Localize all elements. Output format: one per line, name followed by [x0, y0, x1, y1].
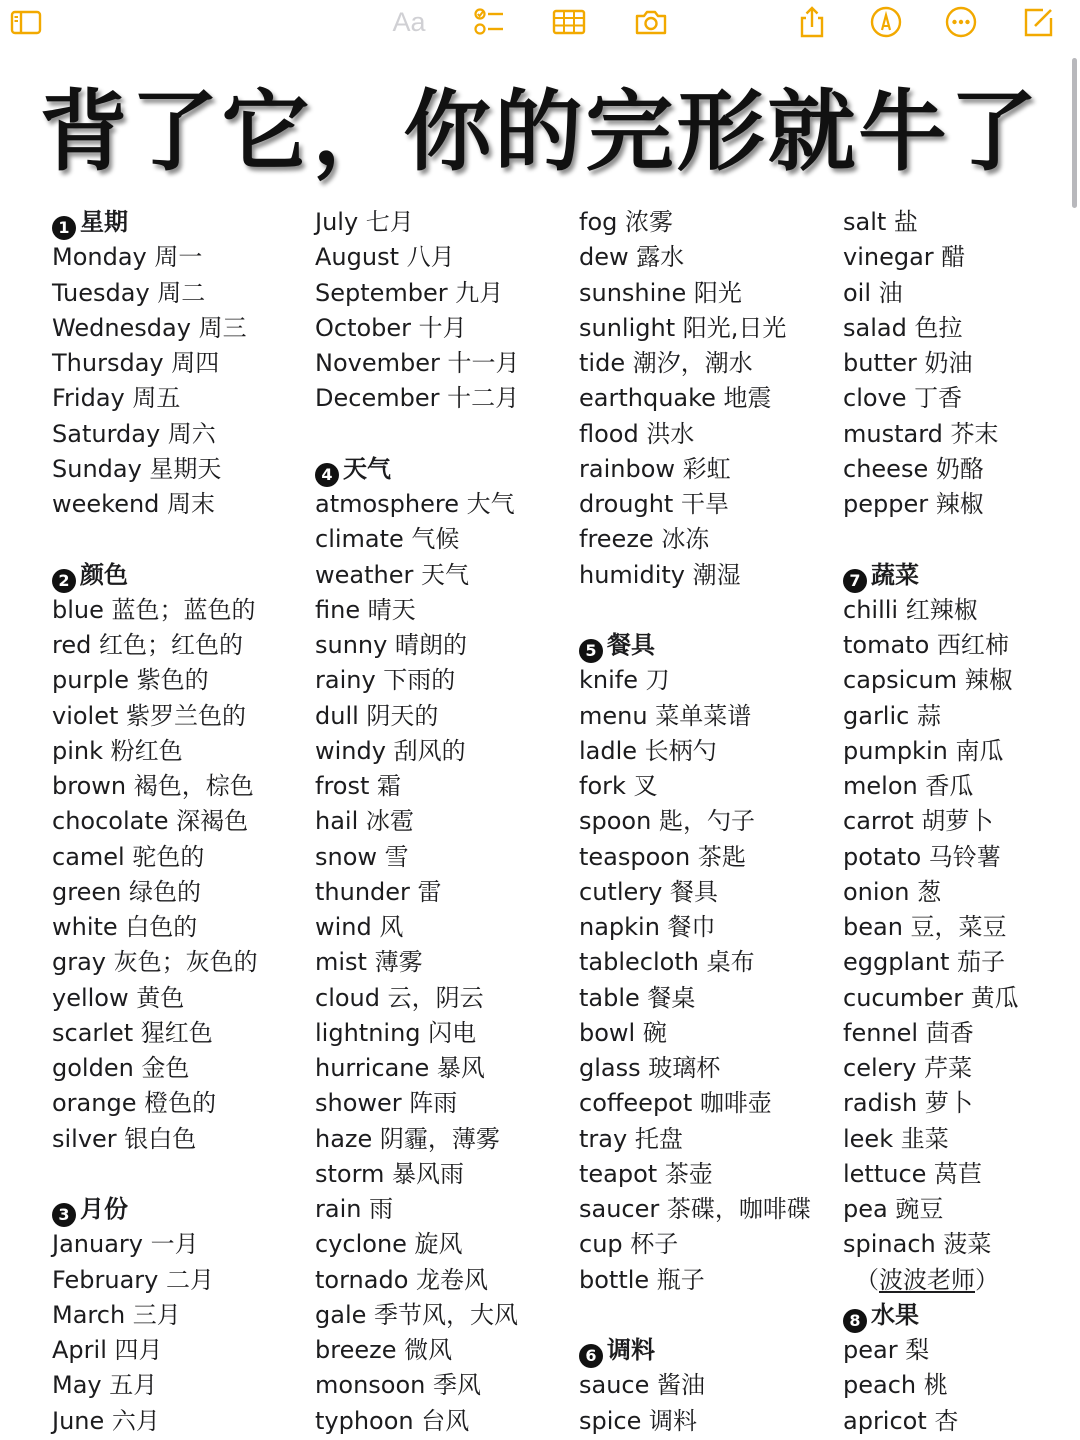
vocab-line[interactable]: potato 马铃薯: [843, 842, 1001, 871]
vocab-line[interactable]: eggplant 茄子: [843, 948, 1006, 977]
section-heading[interactable]: [315, 452, 577, 487]
vocab-note-line[interactable]: （波波老师）: [855, 1265, 999, 1294]
vocab-line[interactable]: freeze 冰冻: [579, 525, 710, 554]
vocab-line[interactable]: rainbow 彩虹: [579, 454, 731, 483]
vocab-line[interactable]: monsoon 季风: [315, 1371, 481, 1400]
vocab-line[interactable]: fork 叉: [579, 772, 658, 800]
compose-button[interactable]: [1018, 2, 1058, 42]
checklist-icon: [472, 5, 506, 39]
section-heading-text: 星期: [80, 208, 128, 236]
vocab-line[interactable]: climate 气候: [315, 525, 460, 554]
vocab-line[interactable]: hurricane 暴风: [315, 1054, 485, 1082]
vocab-line[interactable]: spoon 匙，勺子: [579, 807, 755, 836]
vocab-line[interactable]: frost 霜: [315, 772, 402, 800]
vocab-line[interactable]: gray 灰色；灰色的: [52, 948, 258, 977]
vocab-line[interactable]: Saturday 周六: [52, 419, 216, 448]
vocab-line[interactable]: garlic 蒜: [843, 701, 941, 730]
vocab-line[interactable]: capsicum 辣椒: [843, 666, 1013, 695]
vocab-line[interactable]: melon 香瓜: [843, 772, 974, 800]
vocab-line[interactable]: spice 调料: [579, 1406, 697, 1435]
vocab-line[interactable]: teapot 茶壶: [579, 1159, 713, 1188]
note-title[interactable]: 背了它，你的完形就牛了: [39, 80, 1041, 183]
vocab-line[interactable]: weather 天气: [315, 560, 469, 589]
vocab-line[interactable]: cup 杯子: [579, 1230, 679, 1259]
vocab-line[interactable]: napkin 餐巾: [579, 913, 716, 941]
vocab-line[interactable]: humidity 潮湿: [579, 560, 741, 589]
section-number-badge: 6: [579, 1344, 603, 1368]
vocab-line[interactable]: coffeepot 咖啡壶: [579, 1089, 772, 1118]
share-button[interactable]: [792, 2, 832, 42]
table-button[interactable]: [549, 2, 589, 42]
vocab-line[interactable]: onion 葱: [843, 877, 942, 906]
vocab-line[interactable]: rainy 下雨的: [315, 666, 456, 695]
vocab-line[interactable]: red 红色；红色的: [52, 631, 243, 659]
section-number-badge: 4: [315, 463, 339, 487]
note-column-2: [315, 205, 577, 1439]
blank-line[interactable]: [843, 522, 1080, 557]
vocab-line[interactable]: pumpkin 南瓜: [843, 736, 1004, 765]
vocab-line[interactable]: apricot 杏: [843, 1406, 959, 1435]
vocab-line[interactable]: tomato 西红柿: [843, 631, 1009, 659]
vocab-line[interactable]: atmosphere 大气: [315, 490, 515, 518]
vocab-line[interactable]: clove 丁香: [843, 384, 963, 413]
vocab-line[interactable]: pear 梨: [843, 1336, 930, 1364]
vocab-line[interactable]: pepper 辣椒: [843, 490, 984, 518]
vocab-line[interactable]: tray 托盘: [579, 1124, 683, 1153]
vocab-line[interactable]: rain 雨: [315, 1195, 394, 1223]
share-icon: [795, 5, 829, 39]
vocab-line[interactable]: celery 芹菜: [843, 1054, 973, 1082]
section-heading[interactable]: [579, 628, 841, 663]
section-heading[interactable]: [52, 558, 314, 593]
section-heading-text: 天气: [343, 454, 391, 483]
vocab-line[interactable]: drought 干旱: [579, 490, 729, 518]
vocab-line[interactable]: knife 刀: [579, 666, 670, 695]
vocab-line[interactable]: wind 风: [315, 913, 404, 941]
vocab-line[interactable]: December 十二月: [315, 384, 520, 413]
section-heading-text: 调料: [607, 1336, 655, 1364]
vocab-line[interactable]: camel 驼色的: [52, 842, 205, 871]
vocab-line[interactable]: violet 紫罗兰色的: [52, 701, 247, 730]
format-label: Aa: [392, 6, 426, 37]
compose-icon: [1021, 5, 1055, 39]
vocab-line[interactable]: Tuesday 周二: [52, 278, 206, 307]
vocab-line[interactable]: September 九月: [315, 278, 504, 307]
vocab-line[interactable]: cutlery 餐具: [579, 877, 718, 906]
vocab-line[interactable]: April 四月: [52, 1336, 163, 1364]
vocab-line[interactable]: hail 冰雹: [315, 807, 414, 836]
blank-line[interactable]: [579, 593, 841, 628]
section-heading[interactable]: [843, 1298, 1080, 1333]
vocab-line[interactable]: menu 菜单菜谱: [579, 701, 752, 730]
vocab-line[interactable]: Monday 周一: [52, 243, 203, 272]
camera-icon: [634, 5, 668, 39]
vocab-line[interactable]: teaspoon 茶匙: [579, 842, 746, 871]
vocab-line[interactable]: orange 橙色的: [52, 1089, 217, 1118]
vocab-line[interactable]: brown 褐色，棕色: [52, 772, 254, 800]
vocab-line[interactable]: June 六月: [52, 1406, 160, 1435]
table-icon: [552, 5, 586, 39]
more-ellipsis-icon: [944, 5, 978, 39]
vocab-line[interactable]: white 白色的: [52, 913, 198, 941]
vocab-line[interactable]: breeze 微风: [315, 1336, 453, 1364]
vocab-line[interactable]: cheese 奶酪: [843, 454, 984, 483]
vocab-line[interactable]: shower 阵雨: [315, 1089, 458, 1118]
markup-pen-icon: [869, 5, 903, 39]
vocab-line[interactable]: golden 金色: [52, 1054, 190, 1082]
vocab-line[interactable]: lettuce 莴苣: [843, 1159, 983, 1188]
format-button[interactable]: [389, 2, 429, 42]
vocab-line[interactable]: October 十月: [315, 313, 467, 342]
vocab-line[interactable]: tablecloth 桌布: [579, 948, 755, 977]
vocab-line[interactable]: salad 色拉: [843, 313, 963, 342]
vocab-line[interactable]: snow 雪: [315, 842, 409, 871]
section-heading[interactable]: [579, 1333, 841, 1368]
vocab-line[interactable]: oil 油: [843, 278, 903, 307]
vocab-line[interactable]: radish 萝卜: [843, 1089, 973, 1118]
vocab-line[interactable]: Thursday 周四: [52, 349, 220, 377]
sidebar-toggle-button[interactable]: [6, 2, 46, 42]
note-column-4: [843, 205, 1080, 1439]
section-heading-text: 水果: [871, 1300, 919, 1329]
notes-toolbar: [0, 0, 1080, 46]
vocab-line[interactable]: chocolate 深褐色: [52, 807, 249, 836]
vocab-line[interactable]: carrot 胡萝卜: [843, 807, 994, 836]
vocab-line[interactable]: pink 粉红色: [52, 736, 183, 765]
section-heading-text: 餐具: [607, 631, 655, 659]
vocab-line[interactable]: chilli 红辣椒: [843, 595, 978, 624]
vocab-line[interactable]: flood 洪水: [579, 419, 695, 448]
blank-line[interactable]: [579, 1298, 841, 1333]
vocab-line[interactable]: spinach 菠菜: [843, 1230, 992, 1259]
vocab-line[interactable]: table 餐桌: [579, 983, 696, 1012]
vocab-line[interactable]: leek 韭菜: [843, 1124, 949, 1153]
checklist-button[interactable]: [469, 2, 509, 42]
section-number-badge: 1: [52, 216, 76, 240]
vocab-line[interactable]: Wednesday 周三: [52, 313, 247, 342]
vocab-line[interactable]: storm 暴风雨: [315, 1159, 465, 1188]
teacher-name-link: 波波老师: [879, 1265, 975, 1294]
section-heading-text: 蔬菜: [871, 560, 919, 589]
vocab-line[interactable]: scarlet 猩红色: [52, 1018, 213, 1047]
vocab-line[interactable]: sunshine 阳光: [579, 278, 742, 307]
note-column-3: [579, 205, 841, 1439]
vocab-line[interactable]: thunder 雷: [315, 877, 442, 906]
vocab-line[interactable]: sauce 酱油: [579, 1371, 706, 1400]
vocab-line[interactable]: bean 豆，菜豆: [843, 913, 1007, 941]
section-number-badge: 8: [843, 1309, 867, 1333]
blank-line[interactable]: [315, 417, 577, 452]
vocab-line[interactable]: silver 银白色: [52, 1124, 197, 1153]
markup-button[interactable]: [866, 2, 906, 42]
vocab-line[interactable]: tide 潮汐，潮水: [579, 349, 753, 377]
note-column-1: [52, 205, 314, 1439]
section-heading-text: 月份: [80, 1195, 128, 1223]
vocab-line[interactable]: dull 阴天的: [315, 701, 439, 730]
vocab-line[interactable]: July 七月: [315, 208, 414, 236]
vocab-line[interactable]: January 一月: [52, 1230, 199, 1259]
vocab-line[interactable]: fennel 茴香: [843, 1018, 974, 1047]
vocab-line[interactable]: gale 季节风，大风: [315, 1300, 519, 1329]
vocab-line[interactable]: November 十一月: [315, 349, 520, 377]
vocab-line[interactable]: purple 紫色的: [52, 666, 209, 695]
section-heading[interactable]: [843, 558, 1080, 593]
vocab-line[interactable]: sunny 晴朗的: [315, 631, 467, 659]
vocab-line[interactable]: March 三月: [52, 1300, 181, 1329]
vocab-line[interactable]: mustard 芥末: [843, 419, 999, 448]
vocab-line[interactable]: cyclone 旋风: [315, 1230, 463, 1259]
vocab-line[interactable]: bottle 瓶子: [579, 1265, 705, 1294]
vocab-line[interactable]: pea 豌豆: [843, 1195, 944, 1223]
vocab-line[interactable]: May 五月: [52, 1371, 158, 1400]
blank-line[interactable]: [52, 522, 314, 557]
vocab-line[interactable]: peach 桃: [843, 1371, 948, 1400]
vocab-line[interactable]: February 二月: [52, 1265, 214, 1294]
vocab-line[interactable]: fog 浓雾: [579, 208, 673, 236]
vocab-line[interactable]: cucumber 黄瓜: [843, 983, 1019, 1012]
vocab-line[interactable]: saucer 茶碟，咖啡碟: [579, 1195, 811, 1223]
vocab-line[interactable]: sunlight 阳光,日光: [579, 313, 787, 342]
vocab-line[interactable]: August 八月: [315, 243, 455, 272]
vocab-line[interactable]: Friday 周五: [52, 384, 181, 413]
sidebar-icon: [9, 5, 43, 39]
section-heading-text: 颜色: [80, 560, 128, 589]
vocab-line[interactable]: glass 玻璃杯: [579, 1054, 721, 1082]
section-number-badge: 7: [843, 569, 867, 593]
section-number-badge: 2: [52, 569, 76, 593]
vocab-line[interactable]: tornado 龙卷风: [315, 1265, 489, 1294]
vocab-line[interactable]: yellow 黄色: [52, 983, 185, 1012]
blank-line[interactable]: [52, 1157, 314, 1192]
vocab-line[interactable]: ladle 长柄勺: [579, 736, 717, 765]
camera-button[interactable]: [631, 2, 671, 42]
vocab-line[interactable]: green 绿色的: [52, 877, 201, 906]
section-heading[interactable]: [52, 1192, 314, 1227]
vocab-line[interactable]: salt 盐: [843, 208, 918, 236]
vocab-line[interactable]: lightning 闪电: [315, 1018, 477, 1047]
more-button[interactable]: [941, 2, 981, 42]
vocab-line[interactable]: windy 刮风的: [315, 736, 466, 765]
vocab-line[interactable]: weekend 周末: [52, 490, 216, 518]
vocab-line[interactable]: dew 露水: [579, 243, 685, 272]
vocab-line[interactable]: vinegar 醋: [843, 243, 966, 272]
vocab-line[interactable]: earthquake 地震: [579, 384, 772, 413]
vocab-line[interactable]: haze 阴霾，薄雾: [315, 1124, 500, 1153]
section-number-badge: 3: [52, 1203, 76, 1227]
vocab-line[interactable]: Sunday 星期天: [52, 454, 222, 483]
vocab-line[interactable]: typhoon 台风: [315, 1406, 470, 1435]
vocab-line[interactable]: fine 晴天: [315, 595, 416, 624]
section-heading[interactable]: [52, 205, 314, 240]
vocab-line[interactable]: mist 薄雾: [315, 948, 423, 977]
vocab-line[interactable]: bowl 碗: [579, 1018, 667, 1047]
section-number-badge: 5: [579, 639, 603, 663]
vocab-line[interactable]: blue 蓝色；蓝色的: [52, 595, 256, 624]
vocab-line[interactable]: butter 奶油: [843, 349, 973, 377]
vocab-line[interactable]: cloud 云，阴云: [315, 983, 484, 1012]
